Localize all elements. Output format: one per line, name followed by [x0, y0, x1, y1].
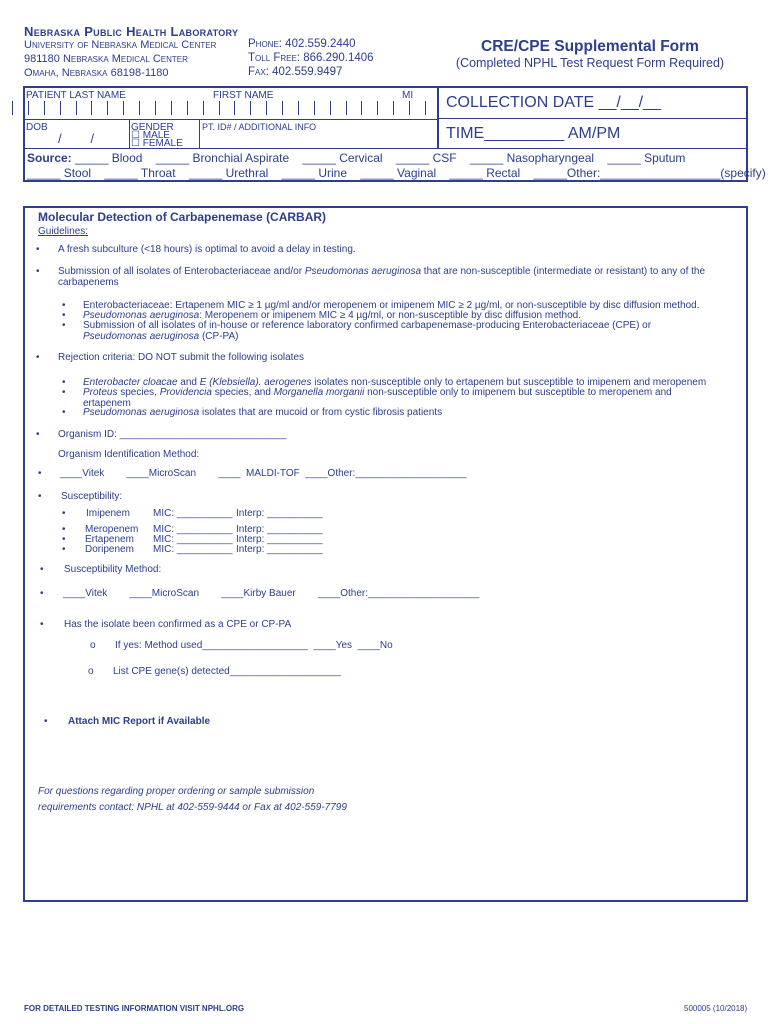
bullet: •: [38, 468, 42, 479]
cpe-method-field[interactable]: If yes: Method used___________________ ____Yes ____No: [115, 640, 393, 651]
text: Pseudomonas aeruginosa: [83, 330, 200, 342]
sus-method-options[interactable]: ____Vitek ____MicroScan ____Kirby Bauer ____Other:____________________: [63, 588, 480, 599]
collection-time-field[interactable]: TIME_________ AM/PM: [446, 125, 621, 142]
entry-tick: [346, 101, 347, 115]
text: carbapenems: [58, 276, 119, 288]
collection-date-field[interactable]: COLLECTION DATE __/__/__: [446, 94, 661, 111]
bullet: •: [40, 619, 44, 630]
text: Providencia: [159, 387, 212, 398]
contact-info: [38, 784, 347, 816]
text: (CP-PA): [199, 330, 239, 342]
interp-field[interactable]: Interp: __________: [236, 508, 323, 519]
mic-field[interactable]: MIC: __________: [153, 534, 233, 545]
text: isolates non-susceptible only to ertapenem but susceptible to imipenem and meropenem: [311, 377, 707, 388]
guidelines-label: Guidelines:: [38, 226, 89, 237]
text: Submission of all isolates of in-house or reference laboratory confirmed carbapenemase-producing Enterobacteriaceae (CPE) or: [83, 320, 652, 331]
mi-label: MI: [402, 90, 414, 101]
gender-label: GENDER: [131, 122, 174, 133]
divider: [438, 118, 747, 119]
interp-field[interactable]: Interp: __________: [236, 534, 323, 545]
lab-name: Nebraska Public Health Laboratory: [24, 24, 239, 39]
bullet: •: [38, 491, 42, 502]
female-option[interactable]: [131, 138, 183, 149]
entry-tick: [361, 101, 362, 115]
susceptibility-label: Susceptibility:: [61, 491, 123, 502]
entry-tick: [203, 101, 204, 115]
text: ertapenem: [83, 397, 131, 409]
text: E (Klebsiella). aerogenes: [199, 377, 312, 388]
attach-note: Attach MIC Report if Available: [68, 716, 211, 727]
bullet: •: [62, 534, 66, 545]
text: Enterobacter cloacae: [83, 377, 178, 388]
criterion-1: Enterobacteriaceae: Ertapenem MIC ≥ 1 µg/ml and/or meropenem or imipenem MIC ≥ 2 µg/ml, or non-susceptible by disc diffusion method.: [83, 300, 700, 311]
mic-field[interactable]: MIC: __________: [153, 508, 233, 519]
source-row-2[interactable]: _____ Stool _____ Throat _____ Urethral _____ Urine _____ Vaginal _____ Rectal _____Other:__________________(specify): [27, 166, 766, 180]
text: Pseudomonas aeruginosa: [83, 310, 200, 321]
bullet: •: [62, 377, 66, 388]
text: that are non-susceptible (intermediate or resistant) to any of the: [421, 266, 706, 277]
sub-bullet: o: [88, 666, 94, 677]
drug-name: Ertapenem: [85, 534, 134, 545]
text: : Meropenem or imipenem MIC ≥ 4 µg/ml, or non-susceptible by disc diffusion method.: [199, 310, 581, 321]
text: species, and: [211, 387, 274, 398]
checkbox-icon[interactable]: ☐: [131, 130, 140, 141]
source-label: Source:: [27, 151, 72, 165]
dob-field[interactable]: / /: [58, 131, 95, 146]
text: Morganella morganii: [273, 387, 365, 398]
cpe-question: Has the isolate been confirmed as a CPE or CP-PA: [64, 619, 292, 630]
source-row-1[interactable]: [27, 151, 685, 165]
cpe-genes-field[interactable]: List CPE gene(s) detected____________________: [113, 666, 341, 677]
text: species,: [117, 387, 160, 398]
sub-bullet: o: [90, 640, 96, 651]
entry-tick: [409, 101, 410, 115]
bullet: •: [40, 564, 44, 575]
pt-id-label: PT. ID# / ADDITIONAL INFO: [202, 122, 317, 132]
section-title: Molecular Detection of Carbapenemase (CARBAR): [38, 210, 327, 224]
entry-tick: [91, 101, 92, 115]
entry-tick: [60, 101, 61, 115]
drug-name: Meropenem: [85, 524, 139, 535]
name-entry-field[interactable]: [24, 0, 437, 120]
drug-name: Imipenem: [86, 508, 130, 519]
entry-tick: [171, 101, 172, 115]
toll-free: Toll Free: 866.290.1406: [248, 52, 374, 64]
dob-label: DOB: [26, 122, 48, 133]
entry-tick: [234, 101, 235, 115]
bullet: •: [36, 244, 40, 255]
guideline-2: [58, 267, 738, 288]
drug-name: Doripenem: [85, 544, 134, 555]
phone: Phone: 402.559.2440: [248, 38, 356, 50]
entry-tick: [12, 101, 13, 115]
entry-tick: [266, 101, 267, 115]
bullet: •: [62, 524, 66, 535]
bullet: •: [62, 300, 66, 311]
source-options-1[interactable]: _____ Blood _____ Bronchial Aspirate _____ Cervical _____ CSF _____ Nasopharyngeal _____ Sputum: [75, 151, 686, 165]
divider: [199, 119, 200, 148]
entry-tick: [44, 101, 45, 115]
footer-website: FOR DETAILED TESTING INFORMATION VISIT NPHL.ORG: [24, 1004, 245, 1013]
entry-tick: [155, 101, 156, 115]
bullet: •: [62, 544, 66, 555]
bullet: •: [62, 508, 66, 519]
text: Pseudomonas aeruginosa: [304, 266, 422, 277]
org-method-label: Organism Identification Method:: [58, 449, 200, 460]
rejection-3: [83, 408, 442, 419]
form-number: 500005 (10/2018): [684, 1004, 748, 1013]
bullet: •: [36, 429, 40, 440]
bullet: •: [44, 716, 48, 727]
first-name-label: FIRST NAME: [213, 90, 274, 101]
text: and: [177, 377, 200, 388]
text: For questions regarding proper ordering or sample submission: [38, 786, 315, 797]
bullet: •: [62, 387, 66, 398]
interp-field[interactable]: Interp: __________: [236, 524, 323, 535]
last-name-label: PATIENT LAST NAME: [26, 90, 126, 101]
form-subtitle: (Completed NPHL Test Request Form Required): [455, 56, 725, 70]
entry-tick: [377, 101, 378, 115]
text: Submission of all isolates of Enterobacteriaceae and/or: [58, 266, 305, 277]
mic-field[interactable]: MIC: __________: [153, 544, 233, 555]
entry-tick: [28, 101, 29, 115]
interp-field[interactable]: Interp: __________: [236, 544, 323, 555]
address-line-2: 981180 Nebraska Medical Center: [24, 53, 188, 65]
text: Proteus: [83, 387, 118, 398]
mic-field[interactable]: MIC: __________: [153, 524, 233, 535]
entry-tick: [330, 101, 331, 115]
entry-tick: [107, 101, 108, 115]
bullet: •: [36, 352, 40, 363]
fax: Fax: 402.559.9497: [248, 66, 343, 78]
entry-tick: [425, 101, 426, 115]
divider: [129, 119, 130, 148]
checkbox-icon[interactable]: ☐: [131, 138, 140, 149]
entry-tick: [250, 101, 251, 115]
entry-tick: [187, 101, 188, 115]
text: isolates that are mucoid or from cystic fibrosis patients: [199, 407, 443, 418]
male-label: MALE: [142, 130, 170, 141]
entry-tick: [76, 101, 77, 115]
bullet: •: [62, 407, 66, 418]
entry-tick: [314, 101, 315, 115]
criterion-3: [83, 321, 651, 342]
bullet: •: [40, 588, 44, 599]
entry-tick: [393, 101, 394, 115]
address-line-1: University of Nebraska Medical Center: [24, 39, 217, 51]
guideline-1: A fresh subculture (<18 hours) is optimal to avoid a delay in testing.: [58, 244, 356, 255]
entry-tick: [139, 101, 140, 115]
entry-tick: [123, 101, 124, 115]
entry-tick: [219, 101, 220, 115]
entry-tick: [298, 101, 299, 115]
sus-method-label: Susceptibility Method:: [64, 564, 162, 575]
text: requirements contact: NPHL at 402-559-9444 or Fax at 402-559-7799: [38, 802, 347, 813]
bullet: •: [62, 320, 66, 331]
text: Pseudomonas aeruginosa: [83, 407, 200, 418]
form-title: CRE/CPE Supplemental Form: [481, 38, 699, 55]
org-method-options[interactable]: ____Vitek ____MicroScan ____ MALDI-TOF ____Other:____________________: [60, 468, 467, 479]
address-line-3: Omaha, Nebraska 68198-1180: [24, 67, 169, 79]
bullet: •: [62, 310, 66, 321]
rejection-2: [83, 388, 672, 409]
organism-id-field[interactable]: Organism ID: ______________________________: [58, 429, 287, 440]
entry-tick: [282, 101, 283, 115]
female-label: FEMALE: [142, 138, 183, 149]
text: non-susceptible only to imipenem but susceptible to meropenem and: [364, 387, 672, 398]
bullet: •: [36, 266, 40, 277]
rejection-criteria: Rejection criteria: DO NOT submit the following isolates: [58, 352, 305, 363]
